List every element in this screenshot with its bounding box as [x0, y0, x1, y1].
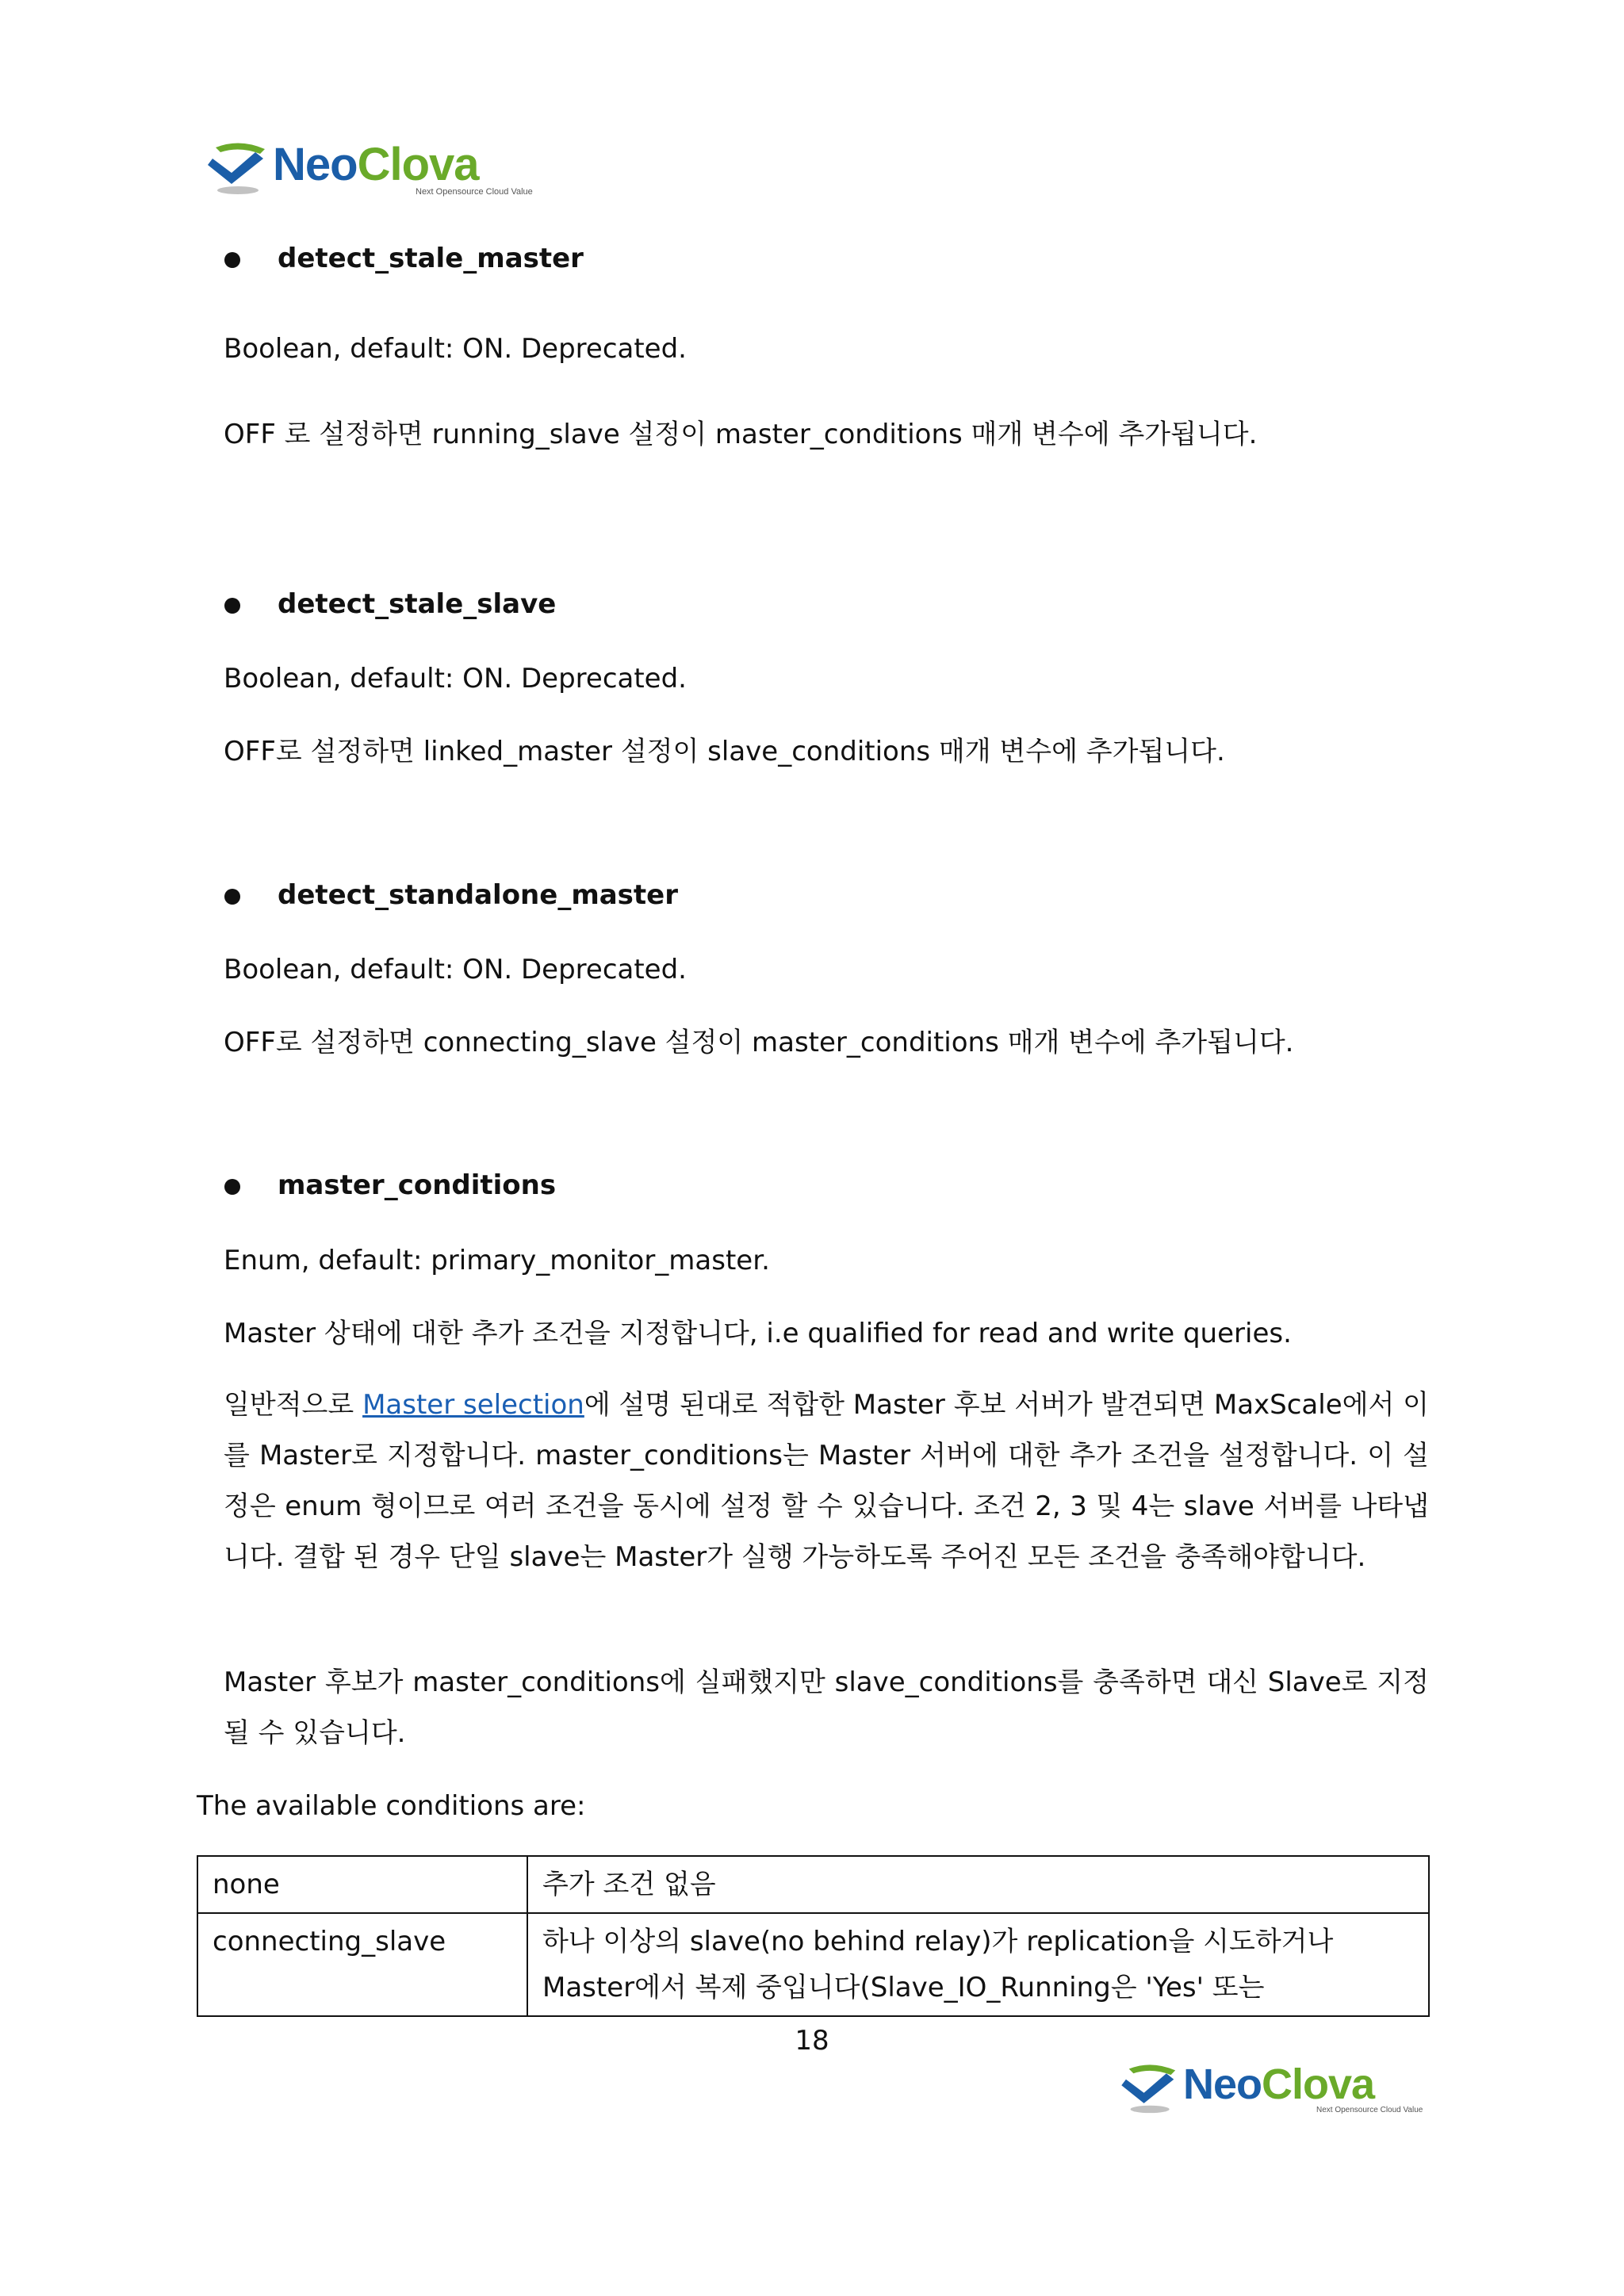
bullet-icon — [224, 889, 240, 905]
section-heading-detect-standalone-master: detect_standalone_master — [278, 879, 679, 911]
paragraph-text: 일반적으로 — [224, 1389, 363, 1421]
master-selection-link[interactable]: Master selection — [362, 1389, 584, 1421]
neoclova-logo-icon — [208, 141, 271, 197]
section-description: OFF로 설정하면 connecting_slave 설정이 master_conditions 매개 변수에 추가됩니다. — [224, 1027, 1294, 1058]
condition-description-line: Master에서 복제 중입니다(Slave_IO_Running은 'Yes' 또는 — [542, 1972, 1265, 2003]
section-description: OFF로 설정하면 linked_master 설정이 slave_conditions 매개 변수에 추가됩니다. — [224, 736, 1225, 767]
bullet-icon — [224, 1179, 240, 1195]
master-conditions-paragraph — [224, 1380, 1429, 1582]
logo-tagline: Next Opensource Cloud Value — [416, 187, 533, 197]
logo-tagline: Next Opensource Cloud Value — [1316, 2106, 1423, 2114]
bullet-icon — [224, 252, 240, 268]
section-heading-master-conditions: master_conditions — [278, 1169, 557, 1201]
section-type-line: Boolean, default: ON. Deprecated. — [224, 954, 687, 985]
condition-description: 추가 조건 없음 — [527, 1856, 1429, 1913]
page-number: 18 — [795, 2025, 829, 2057]
logo-wordmark: NeoClova — [1183, 2061, 1375, 2108]
section-heading-detect-stale-slave: detect_stale_slave — [278, 588, 557, 620]
neoclova-logo-header — [208, 135, 533, 208]
neoclova-logo-footer — [1121, 2057, 1423, 2128]
table-row — [197, 1913, 1429, 2016]
section-type-line: Enum, default: primary_monitor_master. — [224, 1245, 770, 1276]
condition-name: none — [197, 1856, 527, 1913]
section-description: Master 상태에 대한 추가 조건을 지정합니다, i.e qualified for read and write queries. — [224, 1318, 1292, 1349]
section-description: OFF 로 설정하면 running_slave 설정이 master_conditions 매개 변수에 추가됩니다. — [224, 419, 1258, 450]
available-conditions-label: The available conditions are: — [197, 1790, 586, 1822]
section-type-line: Boolean, default: ON. Deprecated. — [224, 333, 687, 365]
bullet-icon — [224, 598, 240, 614]
condition-description — [527, 1913, 1429, 2016]
section-heading-detect-stale-master: detect_stale_master — [278, 243, 584, 274]
condition-name: connecting_slave — [197, 1913, 527, 2016]
master-conditions-fallback-paragraph: Master 후보가 master_conditions에 실패했지만 slave_conditions를 충족하면 대신 Slave로 지정될 수 있습니다. — [224, 1667, 1429, 1749]
conditions-table — [197, 1855, 1430, 2017]
table-row — [197, 1856, 1429, 1913]
condition-description-line: 하나 이상의 slave(no behind relay)가 replication을 시도하거나 — [542, 1926, 1334, 1957]
section-type-line: Boolean, default: ON. Deprecated. — [224, 663, 687, 695]
neoclova-logo-icon — [1121, 2063, 1182, 2115]
paragraph-text: 에 설명 된대로 적합한 Master 후보 서버가 발견되면 MaxScale에서 이를 Master로 지정합니다. master_conditions는 Master 서버에 대한 추가 조건을 설정합니다. 이 설정은 enum 형이므로 여러 조건을 동시에 설정 할 수 있습니다. 조건 2, 3 및 4는 slave 서버를 나타냅니다. 결합 된 경우 단일 slave는 Master가 실행 가능하도록 주어진 모든 조건을 충족해야합니다. — [224, 1389, 1429, 1573]
logo-wordmark: NeoClova — [273, 139, 479, 190]
